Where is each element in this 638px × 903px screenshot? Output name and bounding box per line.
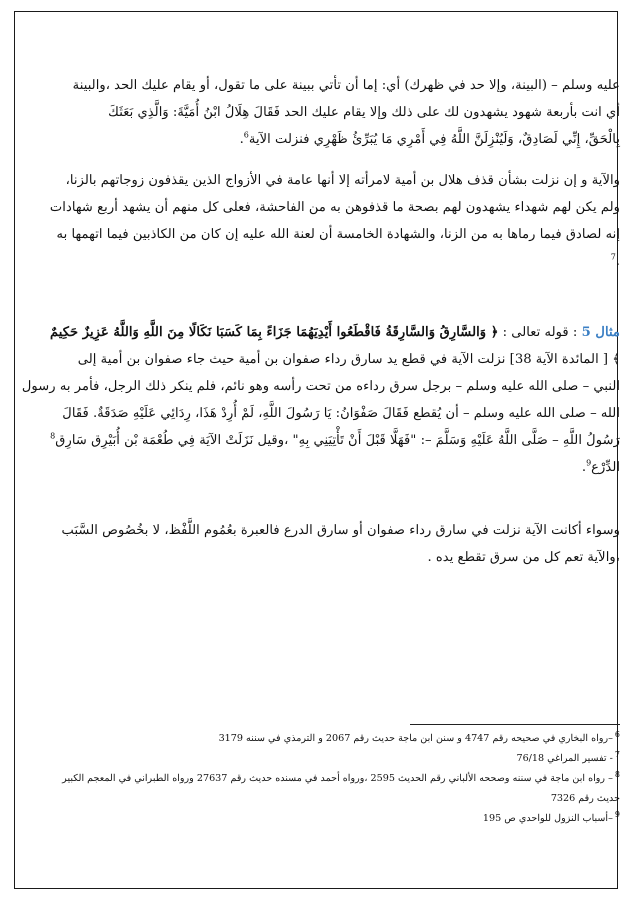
- footnote-9: [18, 809, 620, 829]
- p2-tail: .: [615, 254, 620, 269]
- footnote-number: 8: [614, 769, 620, 779]
- document-body: [18, 72, 620, 571]
- p1-line-3: [18, 126, 620, 153]
- footnote-number: 9: [614, 809, 620, 819]
- paragraph-4: [18, 517, 620, 571]
- footnote-8: [18, 769, 620, 789]
- p3-line-3: الله – صلى الله عليه وسلم – أن يُقطع فَقَالَ صَفْوَانُ: يَا رَسُولَ اللَّهِ، لَمْ أُرِدْ هَذَا، رِدَائِي عَلَيْهِ صَدَقَةٌ. فَقَالَ: [62, 406, 620, 421]
- footnote-text: - تفسير المراغي 76/18: [516, 753, 613, 764]
- p3-line-2: النبي – صلى الله عليه وسلم – برجل سرق رداءه من تحت رأسه وهو نائم، فلم ينكر ذلك الرجل، فأمر به رسول: [21, 379, 620, 394]
- p3-line-1: ﴾ [ المائدة الآية 38] نزلت الآية في قطع يد سارق رداء صفوان بن أمية حيث جاء صفوان بن أمية إلى: [77, 352, 620, 367]
- p1-end: .: [239, 132, 244, 147]
- footnote-6: [18, 729, 620, 749]
- paragraph-1: [18, 72, 620, 153]
- p1-line-1: عليه وسلم – (البينة، وإلا حد في ظهرك) أي: إما أن تأتي ببينة على ما تقول، أو يقام عليك الحد ،والبينة: [72, 78, 620, 93]
- footnote-7: [18, 749, 620, 769]
- example-intro: : قوله تعالى :: [502, 325, 578, 340]
- p2-line-2: ولم يكن لهم شهداء يشهدون لهم بصحة ما قذفوهن به من الفاحشة، فعلى كل منهم أن يشهد أربع شهادات: [49, 200, 620, 215]
- p3-line-4: [18, 427, 620, 454]
- footnote-text: –أسباب النزول للواحدي ص 195: [482, 813, 613, 824]
- paragraph-2: [18, 167, 620, 275]
- p3-line-5: الدِّرْع$^9$.: [581, 458, 620, 475]
- example-label: مثال 5: [581, 325, 620, 340]
- footnote-ref-8[interactable]: 8: [50, 431, 56, 441]
- p4-line-1: وسواء أكانت الآية نزلت في سارق رداء صفوان أو سارق الدرع فالعبرة بعُمُوم اللَّفْظ، لا بخُصُوص السَّبَب: [61, 523, 620, 538]
- p1-line-3-text: بِالْحَقِّ، إِنِّي لَصَادِقٌ، وَلَيُنْزِلَنَّ اللَّهُ فِي أَمْرِي مَا يُبَرِّئُ ظَهْرِي فنزلت الآية: [248, 132, 620, 147]
- footnote-number: 6: [614, 729, 620, 739]
- footnote-number: 7: [614, 749, 620, 759]
- footnotes: [18, 724, 620, 829]
- p3-last-word: الدِّرْع: [591, 460, 620, 475]
- footnote-ref-9[interactable]: 9: [586, 458, 592, 468]
- p3-line-4-text: رَسُولُ اللَّهِ – صَلَّى اللَّهُ عَلَيْهِ وَسَلَّمَ –: "فَهَلَّا قَبْلَ أَنْ تَأْتِيَنِي بِهِ" ،وقيل نَزَلَتْ الآيَة فِي طُعْمَة بْن أُبَيْرِق سَارِق: [55, 433, 620, 448]
- footnote-text: حديث رقم 7326: [550, 793, 620, 804]
- p4-line-2: ،والآية تعم كل من سرق تقطع يده .: [427, 550, 620, 565]
- footnote-text: – رواه ابن ماجة في سننه وصححه الألباني رقم الحديث 2595 ،ورواه أحمد في مسنده حديث رقم 27637 ورواه الطبراني في المعجم الكبير: [62, 773, 613, 784]
- example-heading-line: [18, 319, 620, 346]
- p2-line-1: والآية و إن نزلت بشأن قذف هلال بن أمية لامرأته إلا أنها عامة في الأزواج الذين يقذفون زوجاتهم بالزنا،: [65, 173, 620, 188]
- footnote-separator: [410, 724, 620, 725]
- p1-line-2: أي انت بأربعة شهود يشهدون لك على ذلك وإلا يقام عليك الحد فَقَالَ هِلَالُ ابْنُ أُمَيَّةَ: وَالَّذِي بَعَثَكَ: [108, 105, 620, 120]
- p2-line-3: إنه لصادق فيما رماها به من الزنا، والشهادة الخامسة أن لعنة الله عليه إن كان من الكاذبين فيما اتهمها به: [56, 227, 620, 242]
- quran-verse: ﴿ وَالسَّارِقُ وَالسَّارِقَةُ فَاقْطَعُوا أَيْدِيَهُمَا جَزَاءً بِمَا كَسَبَا نَكَالًا مِنَ اللَّهِ وَاللَّهُ عَزِيزٌ حَكِيمٌ: [49, 325, 499, 340]
- example-5: [18, 319, 620, 481]
- footnote-text: –رواه البخاري في صحيحه رقم 4747 و سنن ابن ماجة حديث رقم 2067 و الترمذي في سننه 3179: [218, 733, 613, 744]
- footnote-ref-6[interactable]: 6: [243, 130, 249, 140]
- footnote-ref-7[interactable]: 7: [610, 252, 616, 262]
- p2-line-4: [18, 248, 620, 275]
- footnote-8-continued: [18, 789, 620, 809]
